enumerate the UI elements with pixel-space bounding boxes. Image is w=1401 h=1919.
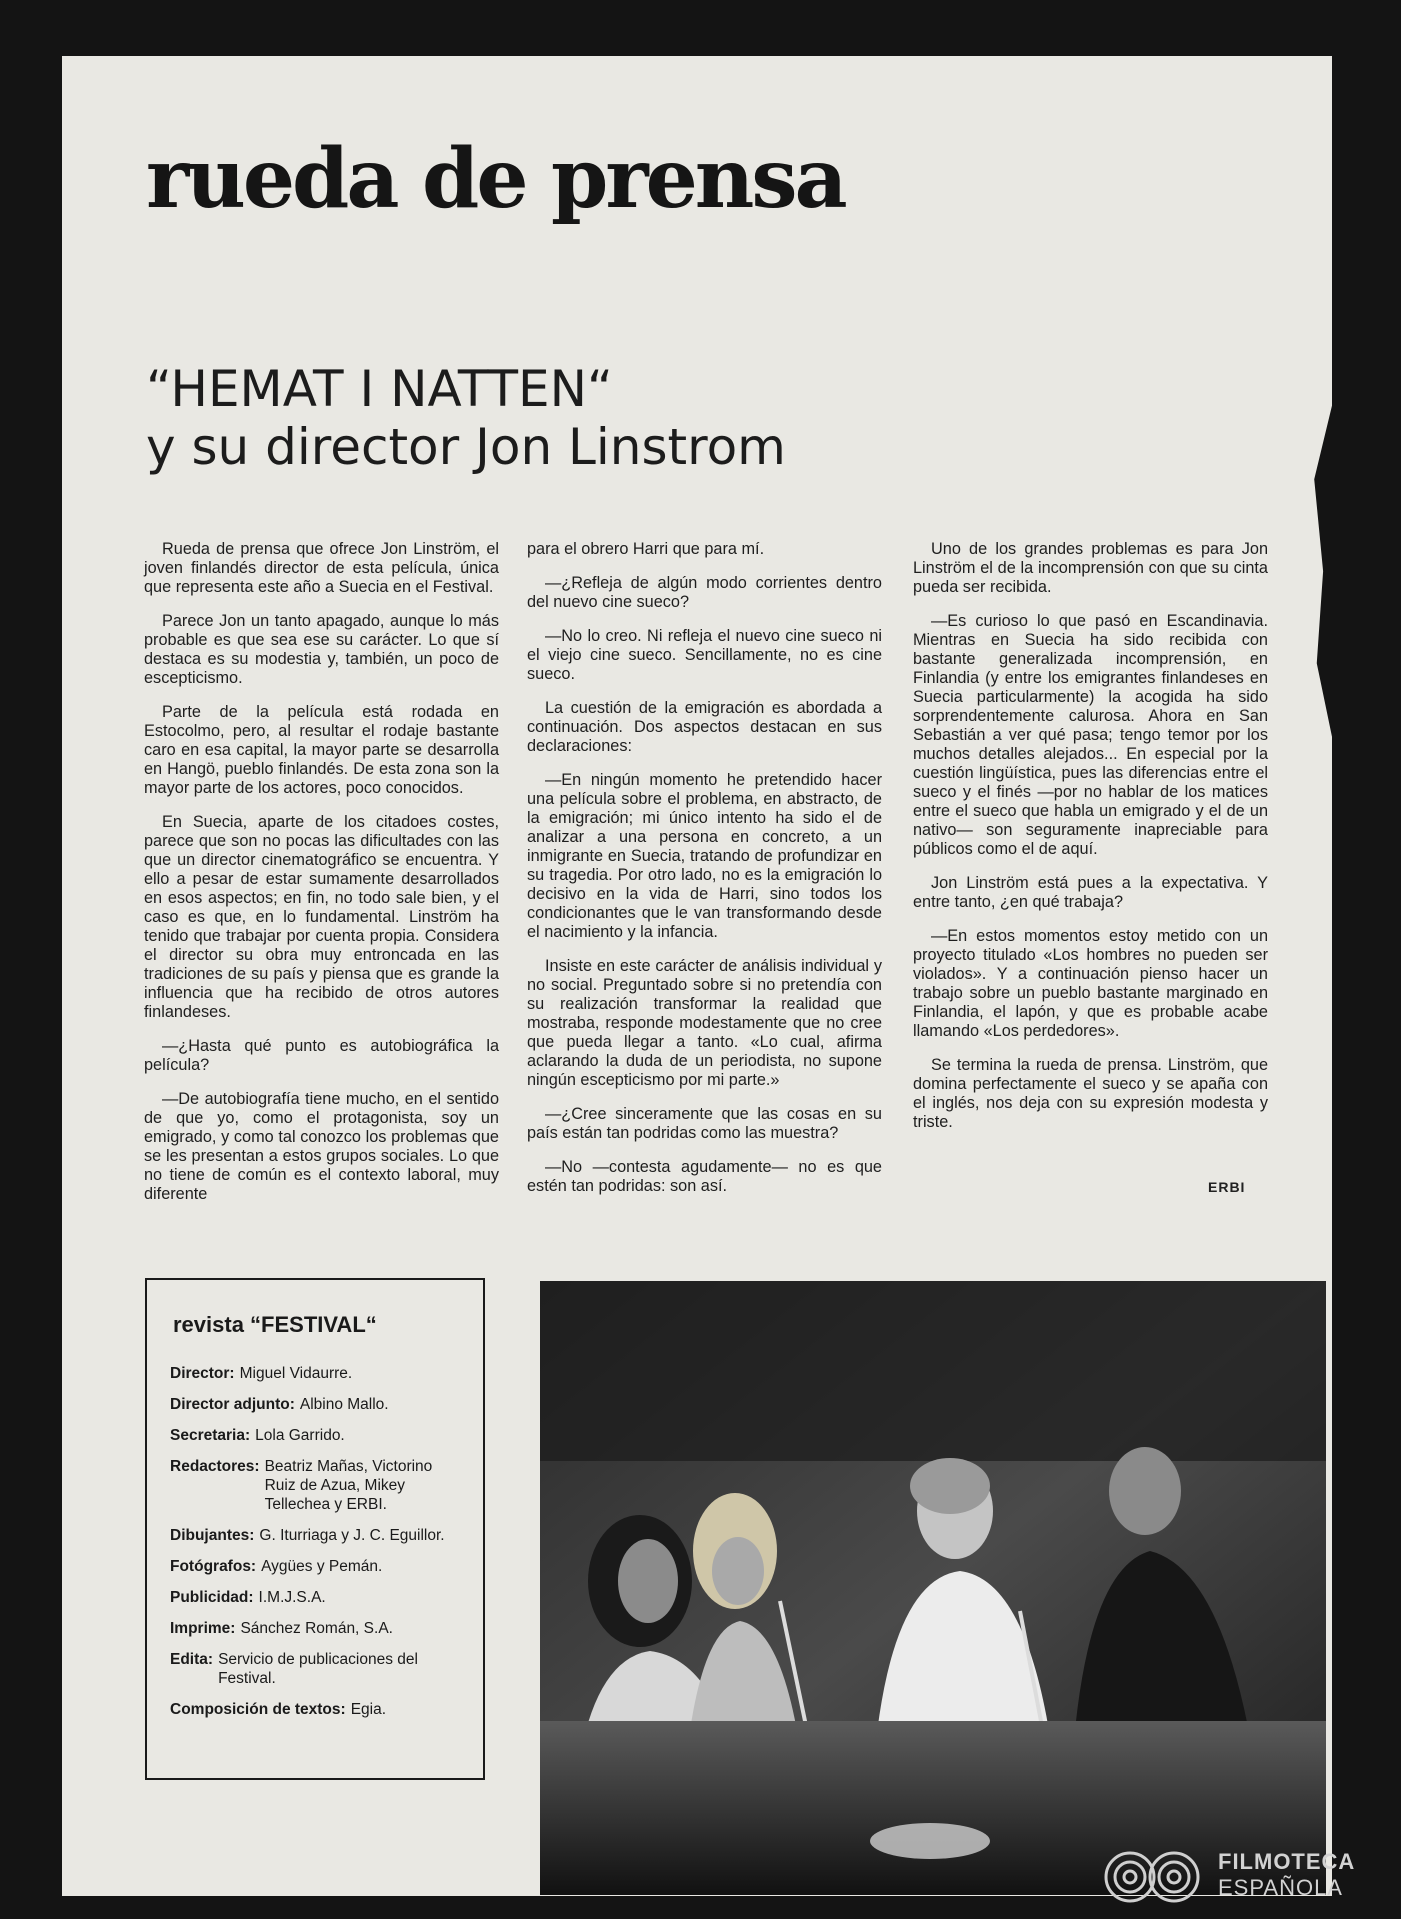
credit-row: [170, 1650, 467, 1688]
credit-row: [170, 1426, 467, 1445]
paragraph: En Suecia, aparte de los citadoes costes, parece que son no pocas las dificultades con las que un director cinematográfico se encuentra. Y ello a pesar de estar sumamente desarrollados en esos aspectos; en fin, no todo sale bien, y el caso es que, en lo fundamental. Linström ha tenido que trabajar por cuenta propia. Considera el director su obra muy entroncada en las tradiciones de su país y piensa que es grande la influencia que ha recibido de otros autores finlandeses.: [144, 813, 499, 1021]
paragraph: —¿Refleja de algún modo corrientes dentro del nuevo cine sueco?: [527, 574, 882, 611]
credit-names: Servicio de publicaciones del Festival.: [218, 1651, 418, 1687]
credit-role: Director adjunto:: [170, 1396, 295, 1413]
archive-name: [1218, 1849, 1355, 1901]
credit-role: Imprime:: [170, 1620, 236, 1637]
credit-row: [170, 1619, 467, 1638]
paragraph: Rueda de prensa que ofrece Jon Linström, el joven finlandés director de esta película, única que representa este año a Suecia en el Festival.: [144, 540, 499, 596]
credit-role: Dibujantes:: [170, 1527, 255, 1544]
magazine-credits-box: [145, 1278, 485, 1780]
credit-row: [170, 1395, 467, 1414]
paragraph: Jon Linström está pues a la expectativa. Y entre tanto, ¿en qué trabaja?: [913, 874, 1268, 911]
credit-row: [170, 1364, 467, 1383]
archive-watermark: [1100, 1843, 1390, 1913]
paragraph: —En ningún momento he pretendido hacer una película sobre el problema, en abstracto, de la emigración; mi único intento ha sido el de analizar a una persona en concreto, a un inmigrante en Suecia, tratando de profundizar en su tragedia. Por otro lado, no es la emigración lo decisivo en la vida de Harri, sino todos los condicionantes que le van transformando desde el nacimiento y la infancia.: [527, 771, 882, 941]
credit-names: I.M.J.S.A.: [258, 1589, 326, 1606]
credit-role: Edita:: [170, 1651, 214, 1668]
credit-names: Beatriz Mañas, Victorino Ruiz de Azua, Mikey Tellechea y ERBI.: [264, 1458, 433, 1513]
paragraph: —Es curioso lo que pasó en Escandinavia. Mientras en Suecia ha sido recibida con bastante generalizada incomprensión, en Finlandia (y entre los emigrantes finlandeses en Suecia particularmente) la acogida ha sido sorprendentemente calurosa. Ahora en San Sebastián a ver qué pasa; tengo temor por los muchos detalles alejados... En especial por la cuestión lingüística, pues las diferencias entre el sueco y el finés —por no hablar de los matices entre el sueco que habla un emigrado y el de un nativo— son seguramente inapreciable para públicos como el de aquí.: [913, 612, 1268, 858]
filmoteca-logo-icon: [1100, 1847, 1204, 1907]
credits-title: revista “FESTIVAL“: [173, 1312, 377, 1337]
headline-film-title: “HEMAT I NATTEN“: [146, 360, 613, 418]
paragraph: —¿Cree sinceramente que las cosas en su país están tan podridas como las muestra?: [527, 1105, 882, 1142]
section-title: rueda de prensa: [146, 131, 845, 227]
credit-row: [170, 1526, 467, 1545]
credit-row: [170, 1700, 467, 1719]
paragraph: Parece Jon un tanto apagado, aunque lo más probable es que sea ese su carácter. Lo que sí destaca es su modestia y, también, un poco de escepticismo.: [144, 612, 499, 687]
credit-names: Sánchez Román, S.A.: [240, 1620, 393, 1637]
article-column-2: [527, 540, 882, 1211]
credit-role: Fotógrafos:: [170, 1558, 257, 1575]
credit-role: Director:: [170, 1365, 235, 1382]
credit-role: Redactores:: [170, 1458, 260, 1475]
archive-name-line1: FILMOTECA: [1218, 1849, 1356, 1874]
paragraph: La cuestión de la emigración es abordada a continuación. Dos aspectos destacan en sus declaraciones:: [527, 699, 882, 755]
paragraph: para el obrero Harri que para mí.: [527, 540, 765, 558]
paragraph: —De autobiografía tiene mucho, en el sentido de que yo, como el protagonista, soy un emigrado, y como tal conozco los problemas que se les presentan a estos grupos sociales. Lo que no tiene de común es el contexto laboral, muy diferente: [144, 1090, 499, 1203]
paragraph: —¿Hasta qué punto es autobiográfica la película?: [144, 1037, 499, 1074]
credit-names: Miguel Vidaurre.: [239, 1365, 353, 1382]
credits-list: [170, 1364, 467, 1731]
credit-names: G. Iturriaga y J. C. Eguillor.: [259, 1527, 445, 1544]
credit-names: Egia.: [350, 1701, 387, 1718]
paragraph: Se termina la rueda de prensa. Linström, que domina perfectamente el sueco y se apaña con el inglés, nos deja con su expresión modesta y triste.: [913, 1056, 1268, 1131]
article-column-1: [144, 540, 499, 1219]
paragraph: —En estos momentos estoy metido con un proyecto titulado «Los hombres no pueden ser violados». Y a continuación pienso hacer un trabajo sobre un pueblo bastante marginado en Finlandia, el lapón, y que es probable acabe llamando «Los perdedores».: [913, 927, 1268, 1040]
credit-names: Albino Mallo.: [299, 1396, 389, 1413]
paragraph: Uno de los grandes problemas es para Jon Linström el de la incomprensión con que su cinta pueda ser recibida.: [913, 540, 1268, 596]
author-signature: ERBI: [1208, 1179, 1246, 1195]
credit-role: Secretaria:: [170, 1427, 251, 1444]
headline-subtitle: y su director Jon Linstrom: [146, 418, 786, 476]
credit-role: Composición de textos:: [170, 1701, 346, 1718]
paragraph: —No —contesta agudamente— no es que estén tan podridas: son así.: [527, 1158, 882, 1195]
credit-row: [170, 1457, 467, 1514]
paragraph: Parte de la película está rodada en Estocolmo, pero, al resultar el rodaje bastante caro en esa capital, la mayor parte se desarrolla en Hangö, pueblo finlandés. De esta zona son la mayor parte de los actores, poco conocidos.: [144, 703, 499, 797]
article-column-3: [913, 540, 1268, 1147]
credit-names: Lola Garrido.: [255, 1427, 345, 1444]
paragraph: Insiste en este carácter de análisis individual y no social. Preguntado sobre si no pretendía con su realización transformar la realidad que mostraba, responde modestamente que no cree que pueda llegar a tanto. «Lo cual, afirma aclarando la duda de un periodista, no supone ningún escepticismo por mi parte.»: [527, 957, 882, 1089]
paragraph: —No lo creo. Ni refleja el nuevo cine sueco ni el viejo cine sueco. Sencillamente, no es cine sueco.: [527, 627, 882, 683]
credit-names: Aygües y Pemán.: [261, 1558, 383, 1575]
archive-name-line2: ESPAÑOLA: [1218, 1875, 1343, 1900]
credit-row: [170, 1588, 467, 1607]
article-headline: [146, 360, 786, 476]
credit-role: Publicidad:: [170, 1589, 254, 1606]
press-conference-photo: [540, 1281, 1326, 1895]
credit-row: [170, 1557, 467, 1576]
